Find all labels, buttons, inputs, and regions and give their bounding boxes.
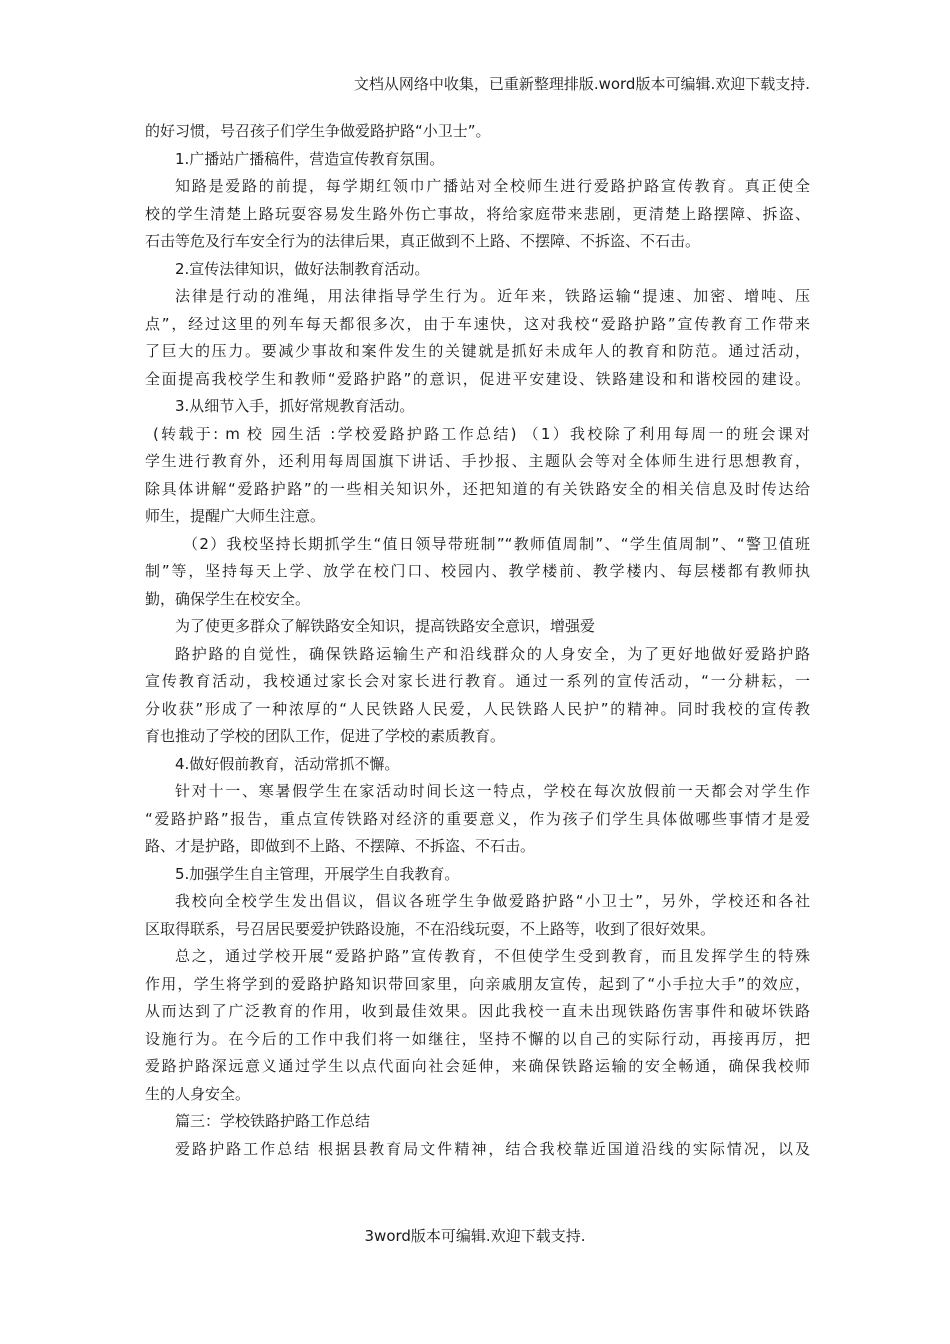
text-line: 路护路的自觉性，确保铁路运输生产和沿线群众的人身安全，为了更好地做好爱路护路 [175,644,810,663]
text-line: 设施行为。在今后的工作中我们将一如继往，坚持不懈的以自己的实际行动，再接再厉，把 [145,1029,810,1048]
document-body [145,118,810,1163]
text-line: 5.加强学生自主管理，开展学生自我教育。 [175,864,460,883]
text-line: 从而达到了广泛教育的作用，收到最佳效果。因此我校一直未出现铁路伤害事件和破坏铁路 [145,1002,810,1020]
text-line: 点”，经过这里的列车每天都很多次，由于车速快，这对我校“爱路护路”宣传教育工作带来 [145,314,810,333]
text-line: 的好习惯，号召孩子们学生争做爱路护路“小卫士”。 [145,122,491,140]
text-line: 学生进行教育外，还利用每周国旗下讲话、手抄报、主题队会等对全体师生进行思想教育， [145,452,810,470]
text-line: 针对十一、寒暑假学生在家活动时间长这一特点，学校在每次放假前一天都会对学生作 [175,782,810,800]
text-line: （2）我校坚持长期抓学生“值日领导带班制”“教师值周制”、“学生值周制”、“警卫值班 [183,534,810,553]
text-line: (转载于: m 校 园生活 :学校爱路护路工作总结) （1）我校除了利用每周一的班会课对 [153,424,810,443]
text-line: 除具体讲解“爱路护路”的一些相关知识外，还把知道的有关铁路安全的相关信息及时传达给 [145,479,810,498]
text-line: 2.宣传法律知识，做好法制教育活动。 [175,259,430,278]
text-line: 制”等，坚持每天上学、放学在校门口、校园内、教学楼前、教学楼内、每层楼都有教师执 [145,562,810,580]
text-line: 我校向全校学生发出倡议，倡议各班学生争做爱路护路“小卫士”，另外，学校还和各社 [175,892,810,910]
text-line: 勤，确保学生在校安全。 [145,589,311,608]
text-line: 法律是行动的准绳，用法律指导学生行为。近年来，铁路运输“提速、加密、增吨、压 [175,287,810,305]
text-line: “爱路护路”报告，重点宣传铁路对经济的重要意义，作为孩子们学生具体做哪些事情才是爱 [145,809,810,828]
text-line: 4.做好假前教育，活动常抓不懈。 [175,754,400,773]
text-line: 1.广播站广播稿件，营造宣传教育氛围。 [175,149,445,168]
page-header: 文档从网络中收集，已重新整理排版.word版本可编辑.欢迎下载支持. [353,75,810,93]
text-line: 宣传教育活动，我校通过家长会对家长进行教育。通过一系列的宣传活动，“一分耕耘，一 [145,672,810,690]
text-line: 师生，提醒广大师生注意。 [145,507,326,525]
text-line: 生的人身安全。 [145,1084,251,1103]
text-line: 为了使更多群众了解铁路安全知识，提高铁路安全意识，增强爱 [175,617,596,635]
text-line: 区取得联系，号召居民要爱护铁路设施，不在沿线玩耍，不上路等，收到了很好效果。 [145,919,716,938]
text-line: 知路是爱路的前提，每学期红领巾广播站对全校师生进行爱路护路宣传教育。真正使全 [175,177,810,195]
text-line: 育也推动了学校的团队工作，促进了学校的素质教育。 [145,727,506,745]
text-line: 了巨大的压力。要减少事故和案件发生的关键就是抓好未成年人的教育和防范。通过活动， [145,342,810,360]
text-line: 校的学生清楚上路玩耍容易发生路外伤亡事故，将给家庭带来悲剧，更清楚上路摆障、拆盗、 [145,204,810,223]
text-line: 作用，学生将学到的爱路护路知识带回家里，向亲戚朋友宣传，起到了“小手拉大手”的效应， [145,974,810,993]
text-line: 爱路护路深远意义通过学生以点代面向社会延伸，来确保铁路运输的安全畅通，确保我校师 [145,1057,810,1075]
text-line: 石击等危及行车安全行为的法律后果，真正做到不上路、不摆障、不拆盗、不石击。 [145,232,701,250]
text-line: 总之，通过学校开展“爱路护路”宣传教育，不但使学生受到教育，而且发挥学生的特殊 [175,947,810,965]
text-line: 篇三：学校铁路护路工作总结 [175,1112,371,1130]
page-footer: 3word版本可编辑.欢迎下载支持. [364,1227,586,1245]
text-line: 3.从细节入手，抓好常规教育活动。 [175,397,415,415]
text-line: 爱路护路工作总结 根据县教育局文件精神，结合我校靠近国道沿线的实际情况，以及 [175,1139,810,1158]
text-line: 全面提高我校学生和教师“爱路护路”的意识，促进平安建设、铁路建设和和谐校园的建设。 [145,369,810,388]
text-line: 分收获”形成了一种浓厚的“人民铁路人民爱，人民铁路人民护”的精神。同时我校的宣传教 [145,699,810,718]
text-line: 路、才是护路，即做到不上路、不摆障、不拆盗、不石击。 [145,837,536,855]
